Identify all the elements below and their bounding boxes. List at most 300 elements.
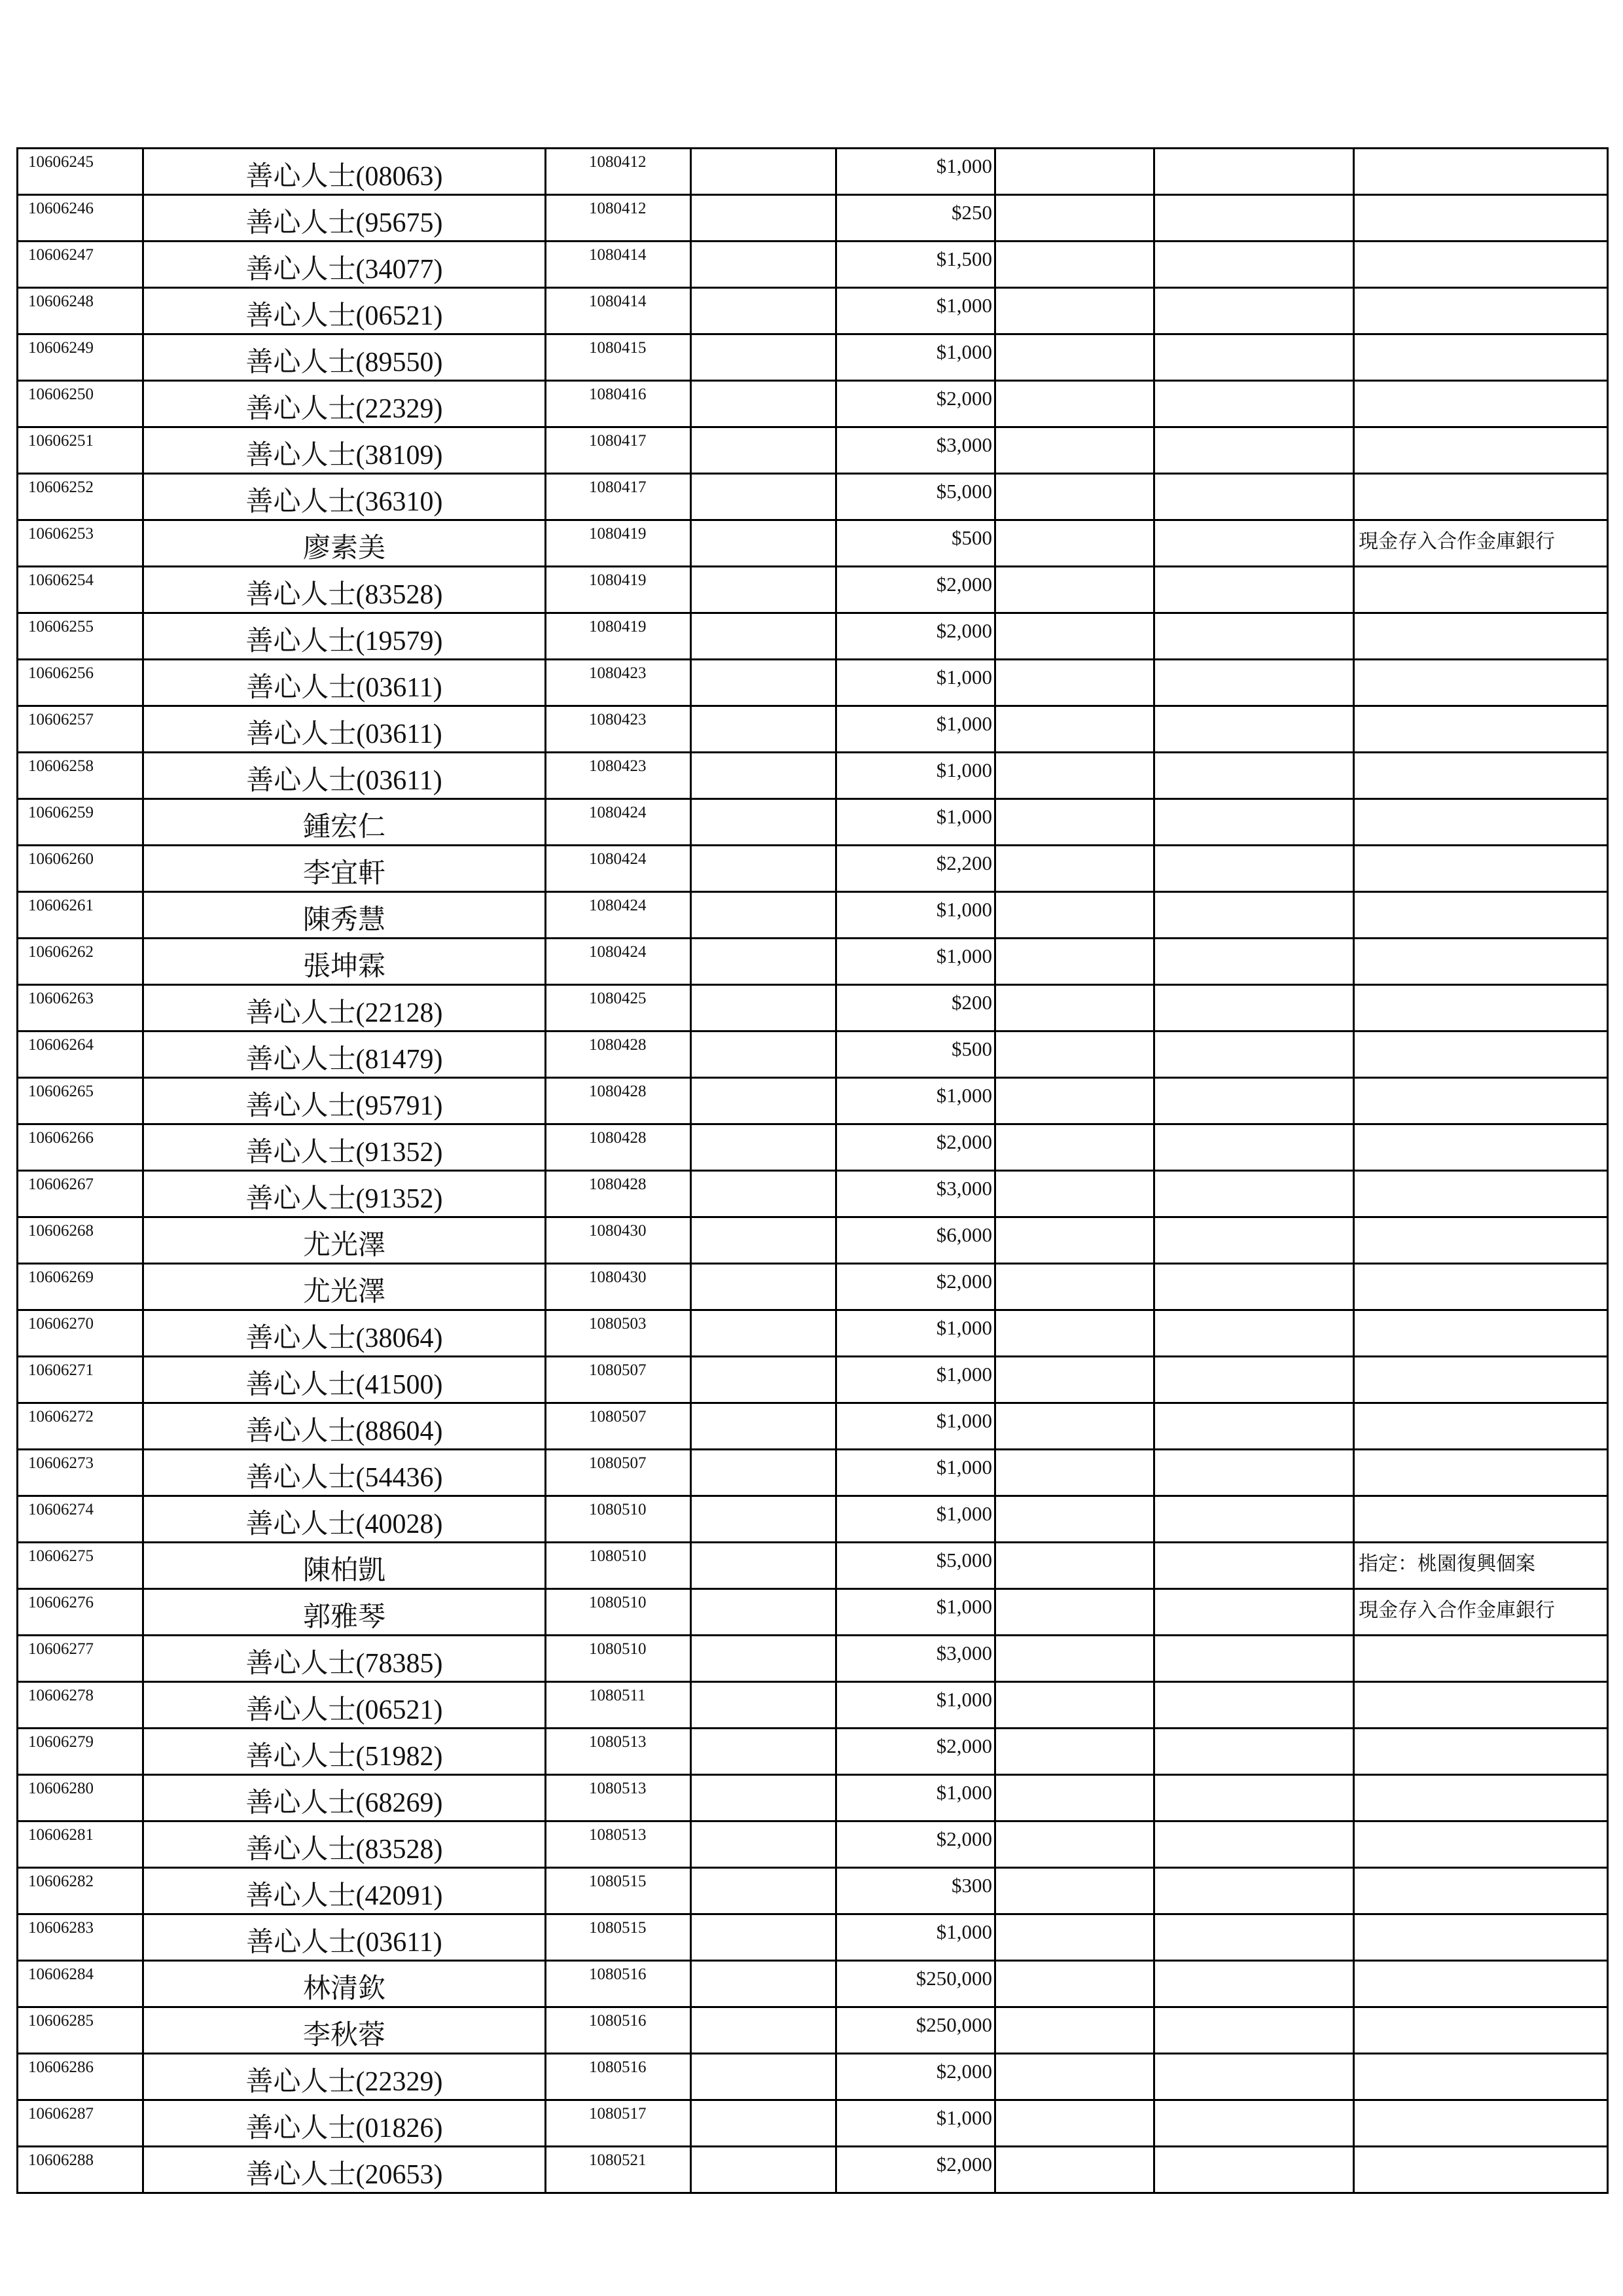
table-row	[18, 1031, 1608, 1078]
table-row	[18, 1543, 1608, 1589]
donation-date-cell: 1080430	[546, 1264, 691, 1310]
donation-date-cell: 1080516	[546, 1961, 691, 2007]
donor-name-cell: 善心人士(68269)	[143, 1775, 546, 1821]
donor-name-cell: 善心人士(34077)	[143, 242, 546, 288]
note-cell	[1354, 753, 1608, 799]
donation-date-cell: 1080419	[546, 613, 691, 660]
empty-cell	[1154, 799, 1354, 846]
empty-cell	[1154, 1729, 1354, 1775]
table-row	[18, 1217, 1608, 1264]
receipt-number-cell: 10606253	[18, 520, 143, 567]
donation-date-cell: 1080503	[546, 1310, 691, 1357]
empty-cell	[995, 1589, 1154, 1636]
empty-cell	[691, 334, 836, 381]
receipt-number-cell: 10606272	[18, 1403, 143, 1450]
amount-cell: $2,000	[836, 381, 995, 427]
receipt-number-cell: 10606281	[18, 1821, 143, 1868]
empty-cell	[995, 2147, 1154, 2193]
note-cell	[1354, 846, 1608, 892]
table-row	[18, 567, 1608, 613]
empty-cell	[691, 985, 836, 1031]
amount-cell: $300	[836, 1868, 995, 1914]
donation-date-cell: 1080414	[546, 242, 691, 288]
donation-date-cell: 1080511	[546, 1682, 691, 1729]
note-cell	[1354, 1357, 1608, 1403]
empty-cell	[995, 1171, 1154, 1217]
amount-cell: $1,000	[836, 1682, 995, 1729]
table-row	[18, 753, 1608, 799]
receipt-number-cell: 10606263	[18, 985, 143, 1031]
note-cell	[1354, 1636, 1608, 1682]
empty-cell	[995, 706, 1154, 753]
donation-date-cell: 1080513	[546, 1775, 691, 1821]
donor-name-cell: 善心人士(03611)	[143, 753, 546, 799]
donor-name-cell: 善心人士(38064)	[143, 1310, 546, 1357]
empty-cell	[691, 706, 836, 753]
empty-cell	[691, 1310, 836, 1357]
note-cell: 指定：桃園復興個案	[1354, 1543, 1608, 1589]
donor-name-cell: 善心人士(36310)	[143, 474, 546, 520]
donation-date-cell: 1080513	[546, 1729, 691, 1775]
donor-name-cell: 李宜軒	[143, 846, 546, 892]
empty-cell	[1154, 1961, 1354, 2007]
note-cell	[1354, 334, 1608, 381]
donor-name-cell: 善心人士(78385)	[143, 1636, 546, 1682]
receipt-number-cell: 10606249	[18, 334, 143, 381]
note-cell	[1354, 1682, 1608, 1729]
receipt-number-cell: 10606245	[18, 149, 143, 195]
donor-name-cell: 善心人士(89550)	[143, 334, 546, 381]
table-row	[18, 1682, 1608, 1729]
empty-cell	[691, 1171, 836, 1217]
amount-cell: $2,000	[836, 1729, 995, 1775]
empty-cell	[995, 1496, 1154, 1543]
note-cell: 現金存入合作金庫銀行	[1354, 1589, 1608, 1636]
receipt-number-cell: 10606280	[18, 1775, 143, 1821]
empty-cell	[995, 334, 1154, 381]
donation-date-cell: 1080424	[546, 799, 691, 846]
empty-cell	[1154, 149, 1354, 195]
empty-cell	[995, 1450, 1154, 1496]
empty-cell	[691, 1868, 836, 1914]
receipt-number-cell: 10606268	[18, 1217, 143, 1264]
table-row	[18, 706, 1608, 753]
table-row	[18, 1403, 1608, 1450]
empty-cell	[691, 660, 836, 706]
note-cell: 現金存入合作金庫銀行	[1354, 520, 1608, 567]
empty-cell	[691, 1821, 836, 1868]
amount-cell: $250,000	[836, 2007, 995, 2054]
receipt-number-cell: 10606261	[18, 892, 143, 939]
donation-date-cell: 1080510	[546, 1636, 691, 1682]
donor-name-cell: 善心人士(95675)	[143, 195, 546, 242]
table-row	[18, 1868, 1608, 1914]
receipt-number-cell: 10606286	[18, 2054, 143, 2100]
empty-cell	[1154, 1589, 1354, 1636]
empty-cell	[1154, 1775, 1354, 1821]
donation-table-body	[18, 149, 1608, 2193]
empty-cell	[691, 1403, 836, 1450]
empty-cell	[691, 242, 836, 288]
empty-cell	[691, 567, 836, 613]
receipt-number-cell: 10606266	[18, 1124, 143, 1171]
note-cell	[1354, 1961, 1608, 2007]
empty-cell	[691, 149, 836, 195]
donor-name-cell: 善心人士(91352)	[143, 1124, 546, 1171]
empty-cell	[995, 1821, 1154, 1868]
empty-cell	[1154, 1078, 1354, 1124]
empty-cell	[1154, 939, 1354, 985]
donor-name-cell: 善心人士(54436)	[143, 1450, 546, 1496]
donor-name-cell: 善心人士(95791)	[143, 1078, 546, 1124]
receipt-number-cell: 10606285	[18, 2007, 143, 2054]
donation-date-cell: 1080423	[546, 706, 691, 753]
table-row	[18, 1357, 1608, 1403]
empty-cell	[995, 660, 1154, 706]
receipt-number-cell: 10606273	[18, 1450, 143, 1496]
empty-cell	[691, 753, 836, 799]
donation-date-cell: 1080428	[546, 1171, 691, 1217]
note-cell	[1354, 939, 1608, 985]
table-row	[18, 1821, 1608, 1868]
empty-cell	[995, 1031, 1154, 1078]
amount-cell: $1,000	[836, 892, 995, 939]
donation-date-cell: 1080507	[546, 1357, 691, 1403]
donation-date-cell: 1080507	[546, 1403, 691, 1450]
note-cell	[1354, 1264, 1608, 1310]
empty-cell	[995, 288, 1154, 334]
empty-cell	[995, 1961, 1154, 2007]
donation-date-cell: 1080510	[546, 1543, 691, 1589]
empty-cell	[1154, 2147, 1354, 2193]
amount-cell: $1,000	[836, 799, 995, 846]
donor-name-cell: 善心人士(83528)	[143, 567, 546, 613]
amount-cell: $2,000	[836, 613, 995, 660]
donor-name-cell: 善心人士(19579)	[143, 613, 546, 660]
donation-date-cell: 1080419	[546, 520, 691, 567]
receipt-number-cell: 10606246	[18, 195, 143, 242]
empty-cell	[995, 1729, 1154, 1775]
donation-date-cell: 1080517	[546, 2100, 691, 2147]
empty-cell	[1154, 427, 1354, 474]
empty-cell	[691, 939, 836, 985]
empty-cell	[1154, 1403, 1354, 1450]
table-row	[18, 1310, 1608, 1357]
receipt-number-cell: 10606277	[18, 1636, 143, 1682]
donor-name-cell: 陳秀慧	[143, 892, 546, 939]
amount-cell: $1,000	[836, 1589, 995, 1636]
receipt-number-cell: 10606278	[18, 1682, 143, 1729]
table-row	[18, 381, 1608, 427]
table-row	[18, 660, 1608, 706]
empty-cell	[995, 939, 1154, 985]
receipt-number-cell: 10606260	[18, 846, 143, 892]
receipt-number-cell: 10606255	[18, 613, 143, 660]
receipt-number-cell: 10606258	[18, 753, 143, 799]
note-cell	[1354, 474, 1608, 520]
amount-cell: $2,200	[836, 846, 995, 892]
amount-cell: $1,000	[836, 939, 995, 985]
empty-cell	[691, 2054, 836, 2100]
amount-cell: $1,000	[836, 706, 995, 753]
note-cell	[1354, 1914, 1608, 1961]
empty-cell	[1154, 242, 1354, 288]
empty-cell	[1154, 1682, 1354, 1729]
receipt-number-cell: 10606276	[18, 1589, 143, 1636]
empty-cell	[1154, 195, 1354, 242]
empty-cell	[1154, 613, 1354, 660]
empty-cell	[691, 1031, 836, 1078]
donor-name-cell: 善心人士(03611)	[143, 706, 546, 753]
empty-cell	[1154, 1868, 1354, 1914]
empty-cell	[1154, 1821, 1354, 1868]
amount-cell: $1,000	[836, 2100, 995, 2147]
donation-date-cell: 1080419	[546, 567, 691, 613]
receipt-number-cell: 10606247	[18, 242, 143, 288]
note-cell	[1354, 1403, 1608, 1450]
donor-name-cell: 善心人士(83528)	[143, 1821, 546, 1868]
empty-cell	[995, 613, 1154, 660]
empty-cell	[995, 1357, 1154, 1403]
empty-cell	[691, 381, 836, 427]
empty-cell	[691, 1589, 836, 1636]
donor-name-cell: 尤光澤	[143, 1264, 546, 1310]
empty-cell	[691, 1078, 836, 1124]
empty-cell	[995, 1217, 1154, 1264]
note-cell	[1354, 2054, 1608, 2100]
empty-cell	[691, 288, 836, 334]
table-row	[18, 892, 1608, 939]
empty-cell	[995, 1543, 1154, 1589]
empty-cell	[691, 799, 836, 846]
amount-cell: $2,000	[836, 2147, 995, 2193]
donation-date-cell: 1080412	[546, 149, 691, 195]
empty-cell	[995, 520, 1154, 567]
empty-cell	[995, 1078, 1154, 1124]
receipt-number-cell: 10606267	[18, 1171, 143, 1217]
empty-cell	[995, 474, 1154, 520]
table-row	[18, 149, 1608, 195]
note-cell	[1354, 1171, 1608, 1217]
note-cell	[1354, 1031, 1608, 1078]
amount-cell: $500	[836, 1031, 995, 1078]
amount-cell: $1,500	[836, 242, 995, 288]
empty-cell	[691, 2100, 836, 2147]
empty-cell	[995, 1636, 1154, 1682]
table-row	[18, 2147, 1608, 2193]
empty-cell	[1154, 381, 1354, 427]
note-cell	[1354, 1729, 1608, 1775]
donor-name-cell: 善心人士(41500)	[143, 1357, 546, 1403]
empty-cell	[995, 2007, 1154, 2054]
donor-name-cell: 善心人士(22329)	[143, 2054, 546, 2100]
donation-date-cell: 1080507	[546, 1450, 691, 1496]
empty-cell	[995, 1775, 1154, 1821]
donation-date-cell: 1080510	[546, 1589, 691, 1636]
empty-cell	[691, 2007, 836, 2054]
amount-cell: $3,000	[836, 1636, 995, 1682]
empty-cell	[1154, 892, 1354, 939]
empty-cell	[1154, 1171, 1354, 1217]
donation-date-cell: 1080415	[546, 334, 691, 381]
empty-cell	[1154, 1310, 1354, 1357]
note-cell	[1354, 1868, 1608, 1914]
table-row	[18, 427, 1608, 474]
empty-cell	[1154, 1450, 1354, 1496]
table-row	[18, 1124, 1608, 1171]
note-cell	[1354, 799, 1608, 846]
receipt-number-cell: 10606257	[18, 706, 143, 753]
receipt-number-cell: 10606282	[18, 1868, 143, 1914]
empty-cell	[995, 1264, 1154, 1310]
amount-cell: $200	[836, 985, 995, 1031]
receipt-number-cell: 10606284	[18, 1961, 143, 2007]
empty-cell	[691, 1682, 836, 1729]
receipt-number-cell: 10606250	[18, 381, 143, 427]
amount-cell: $1,000	[836, 1403, 995, 1450]
receipt-number-cell: 10606265	[18, 1078, 143, 1124]
empty-cell	[995, 2100, 1154, 2147]
donor-name-cell: 善心人士(03611)	[143, 660, 546, 706]
empty-cell	[691, 1775, 836, 1821]
empty-cell	[995, 242, 1154, 288]
note-cell	[1354, 1124, 1608, 1171]
amount-cell: $2,000	[836, 2054, 995, 2100]
amount-cell: $2,000	[836, 1821, 995, 1868]
amount-cell: $1,000	[836, 1310, 995, 1357]
table-row	[18, 939, 1608, 985]
amount-cell: $3,000	[836, 1171, 995, 1217]
empty-cell	[1154, 288, 1354, 334]
empty-cell	[691, 1496, 836, 1543]
receipt-number-cell: 10606259	[18, 799, 143, 846]
donor-name-cell: 善心人士(42091)	[143, 1868, 546, 1914]
receipt-number-cell: 10606252	[18, 474, 143, 520]
table-row	[18, 1450, 1608, 1496]
empty-cell	[1154, 1264, 1354, 1310]
note-cell	[1354, 892, 1608, 939]
donation-table	[16, 147, 1609, 2194]
table-row	[18, 1496, 1608, 1543]
donation-date-cell: 1080515	[546, 1868, 691, 1914]
table-row	[18, 846, 1608, 892]
empty-cell	[1154, 474, 1354, 520]
table-row	[18, 1775, 1608, 1821]
note-cell	[1354, 613, 1608, 660]
empty-cell	[691, 846, 836, 892]
table-row	[18, 195, 1608, 242]
empty-cell	[995, 195, 1154, 242]
empty-cell	[1154, 1217, 1354, 1264]
donation-date-cell: 1080425	[546, 985, 691, 1031]
empty-cell	[995, 846, 1154, 892]
table-row	[18, 1636, 1608, 1682]
empty-cell	[995, 1868, 1154, 1914]
donor-name-cell: 善心人士(22329)	[143, 381, 546, 427]
empty-cell	[691, 1914, 836, 1961]
table-row	[18, 1589, 1608, 1636]
table-row	[18, 2007, 1608, 2054]
amount-cell: $2,000	[836, 1264, 995, 1310]
empty-cell	[995, 892, 1154, 939]
donation-date-cell: 1080416	[546, 381, 691, 427]
note-cell	[1354, 660, 1608, 706]
amount-cell: $1,000	[836, 660, 995, 706]
donation-date-cell: 1080417	[546, 427, 691, 474]
empty-cell	[995, 753, 1154, 799]
empty-cell	[1154, 846, 1354, 892]
amount-cell: $1,000	[836, 1914, 995, 1961]
donation-date-cell: 1080513	[546, 1821, 691, 1868]
empty-cell	[691, 1961, 836, 2007]
empty-cell	[995, 2054, 1154, 2100]
empty-cell	[995, 1124, 1154, 1171]
donor-name-cell: 善心人士(81479)	[143, 1031, 546, 1078]
empty-cell	[691, 427, 836, 474]
donor-name-cell: 張坤霖	[143, 939, 546, 985]
note-cell	[1354, 985, 1608, 1031]
donation-date-cell: 1080417	[546, 474, 691, 520]
amount-cell: $250	[836, 195, 995, 242]
empty-cell	[995, 427, 1154, 474]
donation-date-cell: 1080424	[546, 892, 691, 939]
table-row	[18, 334, 1608, 381]
receipt-number-cell: 10606248	[18, 288, 143, 334]
table-row	[18, 1078, 1608, 1124]
amount-cell: $6,000	[836, 1217, 995, 1264]
empty-cell	[691, 613, 836, 660]
amount-cell: $1,000	[836, 1357, 995, 1403]
donor-name-cell: 善心人士(88604)	[143, 1403, 546, 1450]
donor-name-cell: 鍾宏仁	[143, 799, 546, 846]
receipt-number-cell: 10606269	[18, 1264, 143, 1310]
empty-cell	[1154, 1496, 1354, 1543]
amount-cell: $250,000	[836, 1961, 995, 2007]
donor-name-cell: 善心人士(06521)	[143, 1682, 546, 1729]
donor-name-cell: 李秋蓉	[143, 2007, 546, 2054]
note-cell	[1354, 706, 1608, 753]
table-row	[18, 242, 1608, 288]
table-row	[18, 474, 1608, 520]
empty-cell	[995, 1310, 1154, 1357]
amount-cell: $2,000	[836, 567, 995, 613]
amount-cell: $5,000	[836, 1543, 995, 1589]
empty-cell	[1154, 753, 1354, 799]
empty-cell	[691, 1450, 836, 1496]
empty-cell	[1154, 334, 1354, 381]
table-row	[18, 520, 1608, 567]
amount-cell: $3,000	[836, 427, 995, 474]
amount-cell: $1,000	[836, 1775, 995, 1821]
empty-cell	[1154, 1636, 1354, 1682]
table-row	[18, 2100, 1608, 2147]
empty-cell	[691, 1729, 836, 1775]
empty-cell	[995, 1682, 1154, 1729]
empty-cell	[691, 1543, 836, 1589]
empty-cell	[1154, 660, 1354, 706]
empty-cell	[995, 985, 1154, 1031]
table-row	[18, 613, 1608, 660]
receipt-number-cell: 10606262	[18, 939, 143, 985]
empty-cell	[1154, 1914, 1354, 1961]
note-cell	[1354, 427, 1608, 474]
note-cell	[1354, 2007, 1608, 2054]
amount-cell: $1,000	[836, 149, 995, 195]
donation-date-cell: 1080414	[546, 288, 691, 334]
empty-cell	[691, 520, 836, 567]
table-row	[18, 288, 1608, 334]
donor-name-cell: 善心人士(40028)	[143, 1496, 546, 1543]
